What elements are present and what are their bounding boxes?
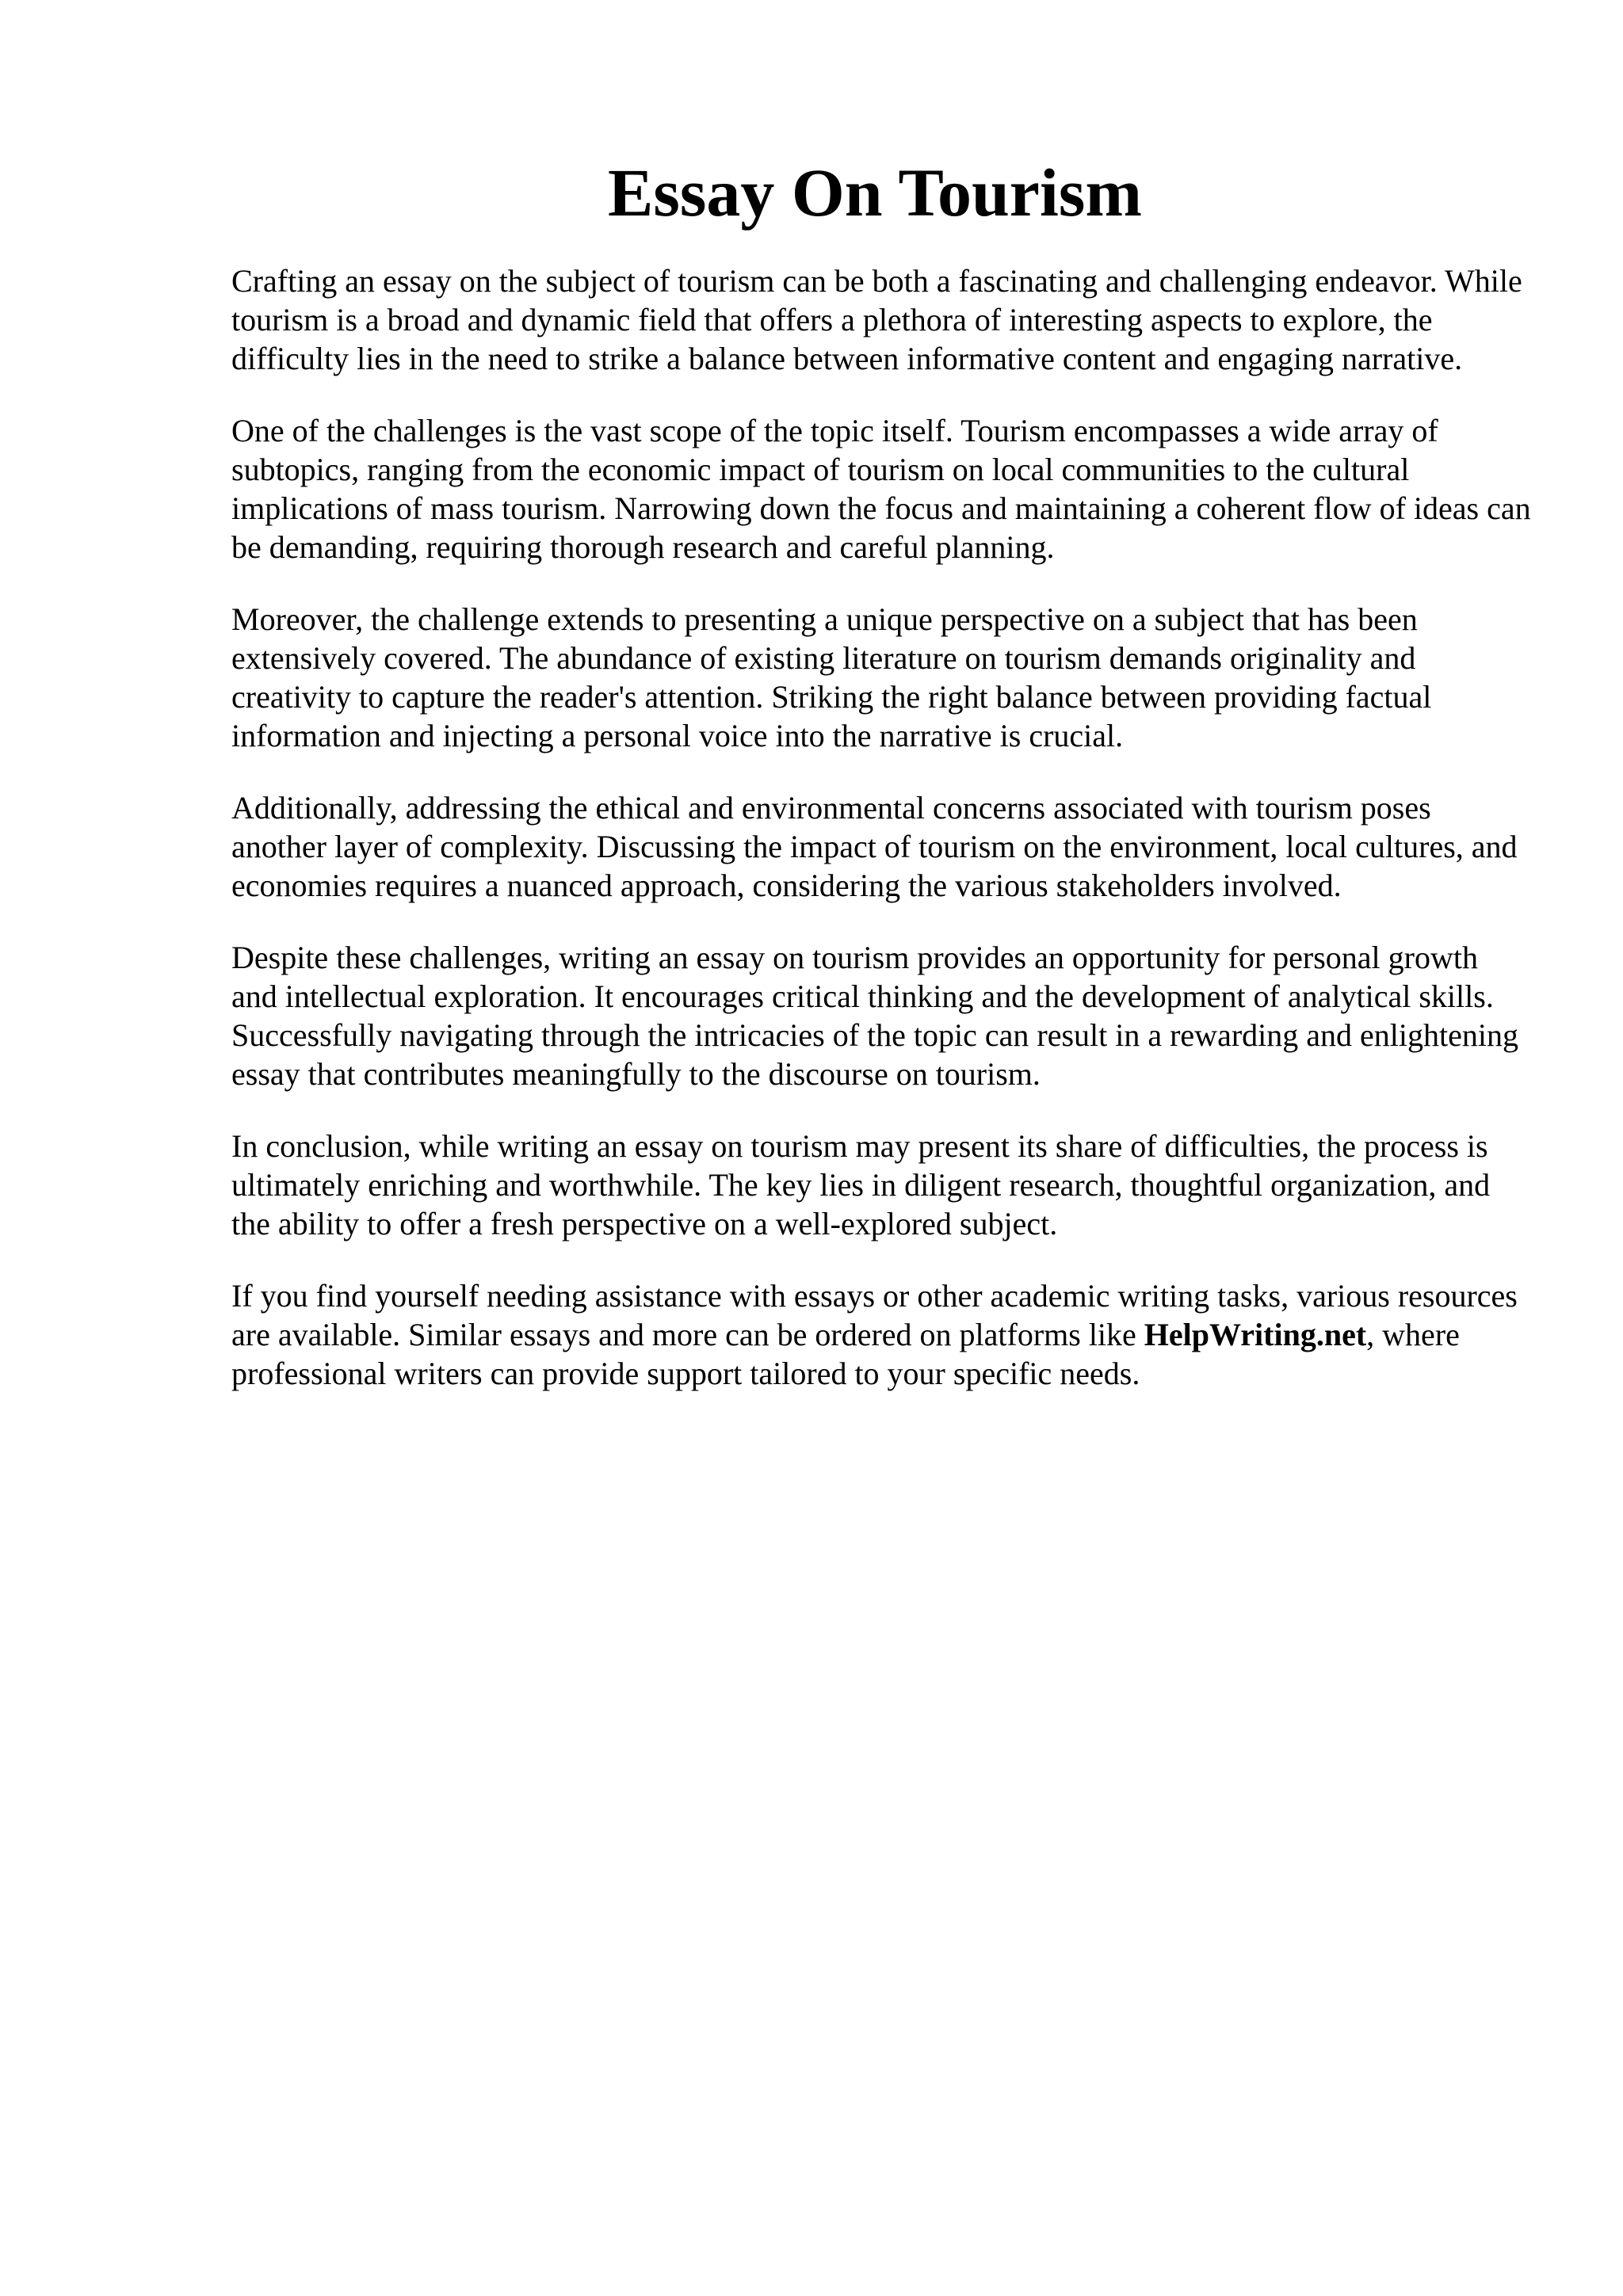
paragraph-ethics: Additionally, addressing the ethical and environmental concerns associated with tourism poses another layer of complexity. Discussing the impact of tourism on the environment, local cultures, and economies requires a nuanced approach, considering the various stakeholders involved. xyxy=(231,790,1518,903)
paragraph-scope: One of the challenges is the vast scope of the topic itself. Tourism encompasses a wide array of subtopics, ranging from the economic impact of tourism on local communities to the cultural implications of mass tourism. Narrowing down the focus and maintaining a coherent flow of ideas can be demanding, requiring thorough research and careful planning. xyxy=(231,413,1531,565)
paragraph-closing xyxy=(231,1276,1531,1393)
paragraph-conclusion: In conclusion, while writing an essay on tourism may present its share of difficulties, the process is ultimately enriching and worthwhile. The key lies in diligent research, thoughtful organization, and the ability to offer a fresh perspective on a well-explored subject. xyxy=(231,1128,1491,1241)
essay-body xyxy=(231,261,1531,1426)
page-title: Essay On Tourism xyxy=(608,154,1142,231)
closing-text-before: If you find yourself needing assistance with essays or other academic writing tasks, various resources are available. Similar essays and more can be ordered on platforms like xyxy=(231,1278,1518,1352)
paragraph-perspective: Moreover, the challenge extends to presenting a unique perspective on a subject that has been extensively covered. The abundance of existing literature on tourism demands originality and creativity to capture the reader's attention. Striking the right balance between providing factual information and injecting a personal voice into the narrative is crucial. xyxy=(231,601,1432,753)
paragraph-opportunity: Despite these challenges, writing an essay on tourism provides an opportunity for personal growth and intellectual exploration. It encourages critical thinking and the development of analytical skills. Successfully navigating through the intricacies of the topic can result in a rewarding and enlightening essay that contributes meaningfully to the discourse on tourism. xyxy=(231,940,1518,1092)
closing-text-after: , where professional writers can provide support tailored to your specific needs. xyxy=(231,1317,1460,1391)
helpwriting-brand-link[interactable]: HelpWriting.net xyxy=(1144,1317,1367,1352)
paragraph-intro: Crafting an essay on the subject of tourism can be both a fascinating and challenging endeavor. While tourism is a broad and dynamic field that offers a plethora of interesting aspects to explore, the difficulty lies in the need to strike a balance between informative content and engaging narrative. xyxy=(231,263,1522,376)
